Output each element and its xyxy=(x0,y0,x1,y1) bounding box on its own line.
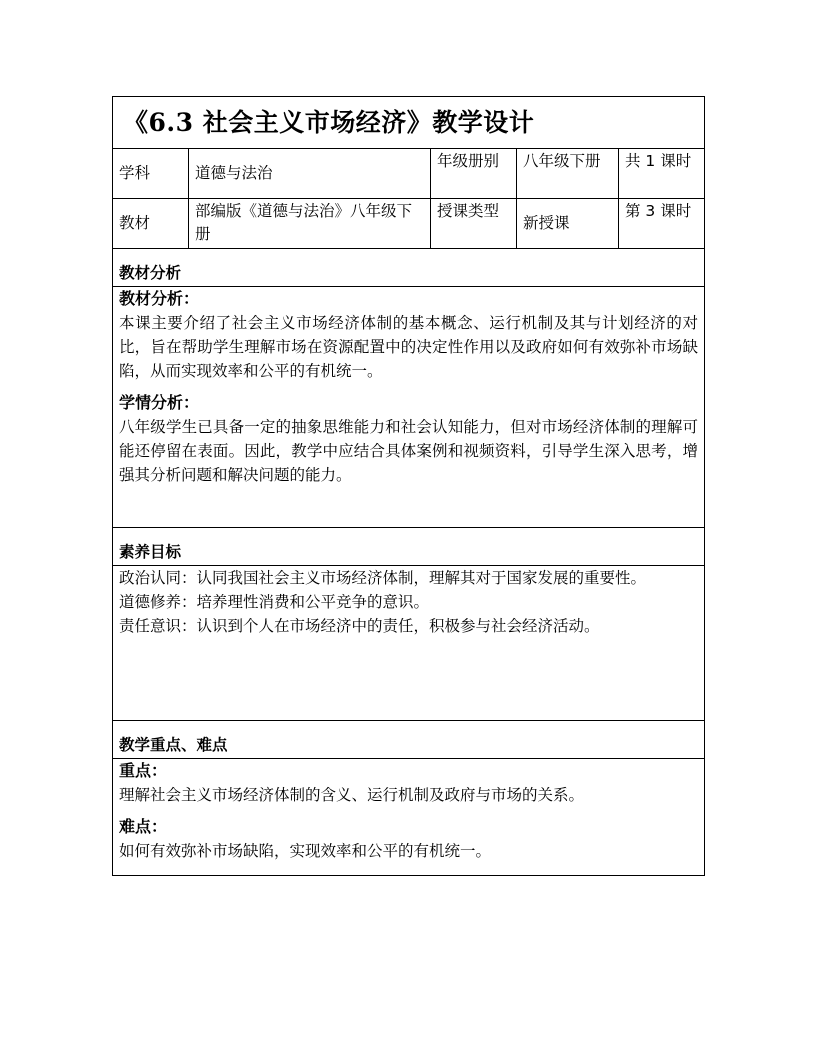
title-cell xyxy=(113,97,705,149)
goal-item: 道德修养：培养理性消费和公平竞争的意识。 xyxy=(119,593,430,611)
subject-label: 学科 xyxy=(113,149,189,199)
keypoints-content-row xyxy=(113,759,705,876)
keypoints-content xyxy=(113,759,705,876)
keypoints-section-row xyxy=(113,721,705,759)
document-title: 《6.3 社会主义市场经济》教学设计 xyxy=(123,108,535,137)
analysis-content xyxy=(113,287,705,528)
analysis-section-title: 教材分析 xyxy=(113,249,705,287)
goals-content xyxy=(113,566,705,721)
keypoints-section-title: 教学重点、难点 xyxy=(113,721,705,759)
goal-item: 政治认同：认同我国社会主义市场经济体制，理解其对于国家发展的重要性。 xyxy=(119,569,647,587)
material-analysis-heading: 教材分析： xyxy=(119,289,200,308)
key-point-heading: 重点： xyxy=(119,761,168,780)
info-row-textbook xyxy=(113,199,705,249)
grade-value: 八年级下册 xyxy=(517,149,619,199)
title-row xyxy=(113,97,705,149)
key-point-text: 理解社会主义市场经济体制的含义、运行机制及政府与市场的关系。 xyxy=(119,786,585,804)
lesson-number: 第 3 课时 xyxy=(619,199,705,249)
difficult-point-heading: 难点： xyxy=(119,817,168,836)
goals-section-title: 素养目标 xyxy=(113,528,705,566)
info-row-subject xyxy=(113,149,705,199)
goal-item: 责任意识：认识到个人在市场经济中的责任，积极参与社会经济活动。 xyxy=(119,617,600,635)
lesson-type-value: 新授课 xyxy=(517,199,619,249)
learner-analysis-text: 八年级学生已具备一定的抽象思维能力和社会认知能力，但对市场经济体制的理解可能还停留在表面。因此，教学中应结合具体案例和视频资料，引导学生深入思考，增强其分析问题和解决问题的能力。 xyxy=(119,418,698,484)
subject-value: 道德与法治 xyxy=(189,149,431,199)
difficult-point-text: 如何有效弥补市场缺陷，实现效率和公平的有机统一。 xyxy=(119,842,492,860)
analysis-content-row xyxy=(113,287,705,528)
lesson-plan-table xyxy=(112,96,705,876)
learner-analysis-heading: 学情分析： xyxy=(119,393,200,412)
material-analysis-text: 本课主要介绍了社会主义市场经济体制的基本概念、运行机制及其与计划经济的对比，旨在帮助学生理解市场在资源配置中的决定性作用以及政府如何有效弥补市场缺陷，从而实现效率和公平的有机统一。 xyxy=(119,314,698,380)
goals-section-row xyxy=(113,528,705,566)
total-hours: 共 1 课时 xyxy=(619,149,705,199)
analysis-section-row xyxy=(113,249,705,287)
grade-label: 年级册别 xyxy=(431,149,517,199)
textbook-value: 部编版《道德与法治》八年级下册 xyxy=(189,199,431,249)
textbook-label: 教材 xyxy=(113,199,189,249)
goals-content-row xyxy=(113,566,705,721)
lesson-type-label: 授课类型 xyxy=(431,199,517,249)
